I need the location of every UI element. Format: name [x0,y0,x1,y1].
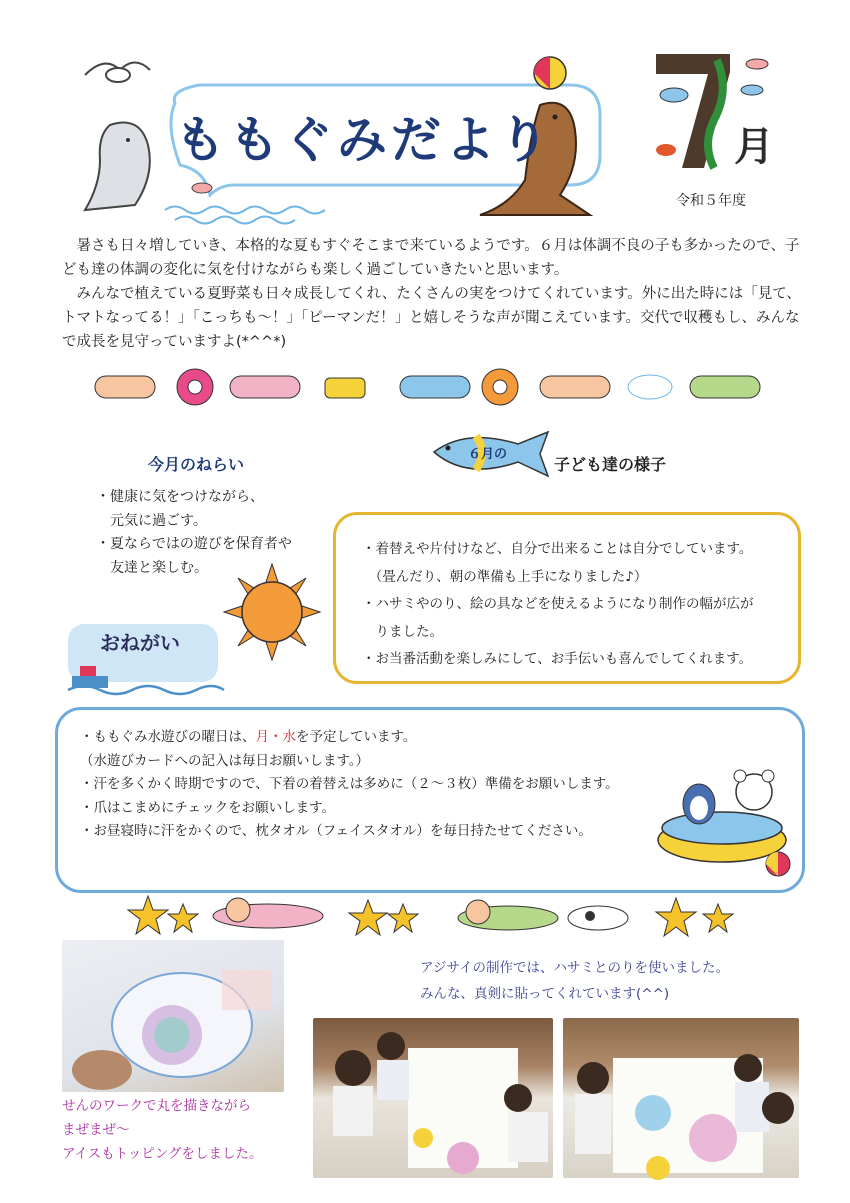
request-badge-label: おねがい [100,631,180,655]
june-item: ・着替えや片付けなど、自分で出来ることは自分でしています。 [362,541,753,557]
seal-left-icon [85,123,150,211]
photo-hydrangea-1 [313,1018,553,1178]
child-icon [95,376,155,398]
cloud-icon [628,375,672,399]
request-item: ・爪はこまめにチェックをお願いします。 [80,799,336,816]
request-item: ・お昼寝時に汗をかくので、枕タオル（フェイスタオル）を毎日持たせてください。 [80,823,592,839]
sun-icon [222,562,322,662]
june-list [362,536,792,674]
child-icon [458,900,558,930]
water-play-days: 月・水 [255,729,296,745]
june-item: りました。 [362,623,443,640]
month-label: 月 [734,124,774,170]
intro-paragraph-1: 暑さも日々増していき、本格的な夏もすぐそこまで来ているようです。６月は体調不良の子も多かったので、子ども達の体調の変化に気を付けながらも楽しく過ごしていきたいと思います。 [62,238,800,278]
bear-icon [734,770,774,810]
newsletter-title: ももぐみだより [175,111,553,169]
crab-icon [656,144,676,156]
goal-item: ・夏ならではの遊びを保育者や [96,536,292,552]
stars-kids-border [128,890,748,942]
caption-hydrangea: アジサイの制作では、ハサミとのりを使いました。 みんな、真剣に貼ってくれています(^^) [420,960,730,1002]
month-emblem [652,35,782,170]
fish-label-text: ６月の [468,447,508,462]
june-section-title: 子ども達の様子 [554,455,667,474]
swim-ring-icon [177,369,213,405]
child-icon [400,376,470,398]
request-list [80,726,680,844]
penguin-icon [683,784,715,824]
child-icon [690,376,760,398]
intro-text [62,234,802,354]
intro-paragraph-2: みんなで植えている夏野菜も日々成長してくれ、たくさんの実をつけてくれています。外に出た時には「見て、トマトなってる！」「こっちも～！」「ピーマンだ！」と嬉しそうな声が聞こえています。交代で収穫もし、みんなで成長を見守っていますよ(*^^*) [62,286,801,350]
request-item-water-play: ・ももぐみ水遊びの曜日は、月・水を予定しています。 [80,729,417,745]
june-item: ・お当番活動を楽しみにして、お手伝いも喜んでしてくれます。 [362,651,753,667]
june-item: ・ハサミやのり、絵の具などを使えるようになり制作の幅が広が [362,596,754,612]
swim-ring-icon [482,369,518,405]
watering-can-icon [325,378,365,398]
float-border-decoration [90,366,770,408]
request-item: （水遊びカードへの記入は毎日お願いします。） [80,752,370,769]
fiscal-year-label: 令和５年度 [676,193,746,209]
fish-icon [741,85,763,95]
month-number: 7 [652,35,663,54]
child-icon [230,376,300,398]
child-icon [213,898,323,928]
june-item: （畳んだり、朝の準備も上手になりました♪） [362,568,648,585]
cow-icon [568,906,628,930]
goal-item: ・健康に気をつけながら、 [96,489,264,505]
request-item: ・汗を多くかく時期ですので、下着の着替えは多めに（２～３枚）準備をお願いします。 [80,776,619,792]
fish-icon [660,88,688,102]
fish-label-icon [426,428,556,480]
child-icon [540,376,610,398]
small-fish-icon [192,183,212,193]
beach-ball-icon [534,57,566,89]
pool-illustration [654,762,794,880]
caption-line-work: せんのワークで丸を描きながら まぜまぜ～ アイスもトッピングをしました。 [62,1098,263,1162]
goal-item: 元気に過ごす。 [96,512,207,529]
goal-item: 友達と楽しむ。 [96,559,208,576]
fish-icon [746,59,768,69]
request-badge [64,618,224,706]
photo-hydrangea-2 [563,1018,799,1178]
seagull-icon [85,63,150,83]
beach-ball-icon [766,852,790,876]
goals-title: 今月のねらい [148,455,245,474]
photo-line-work [62,940,284,1092]
